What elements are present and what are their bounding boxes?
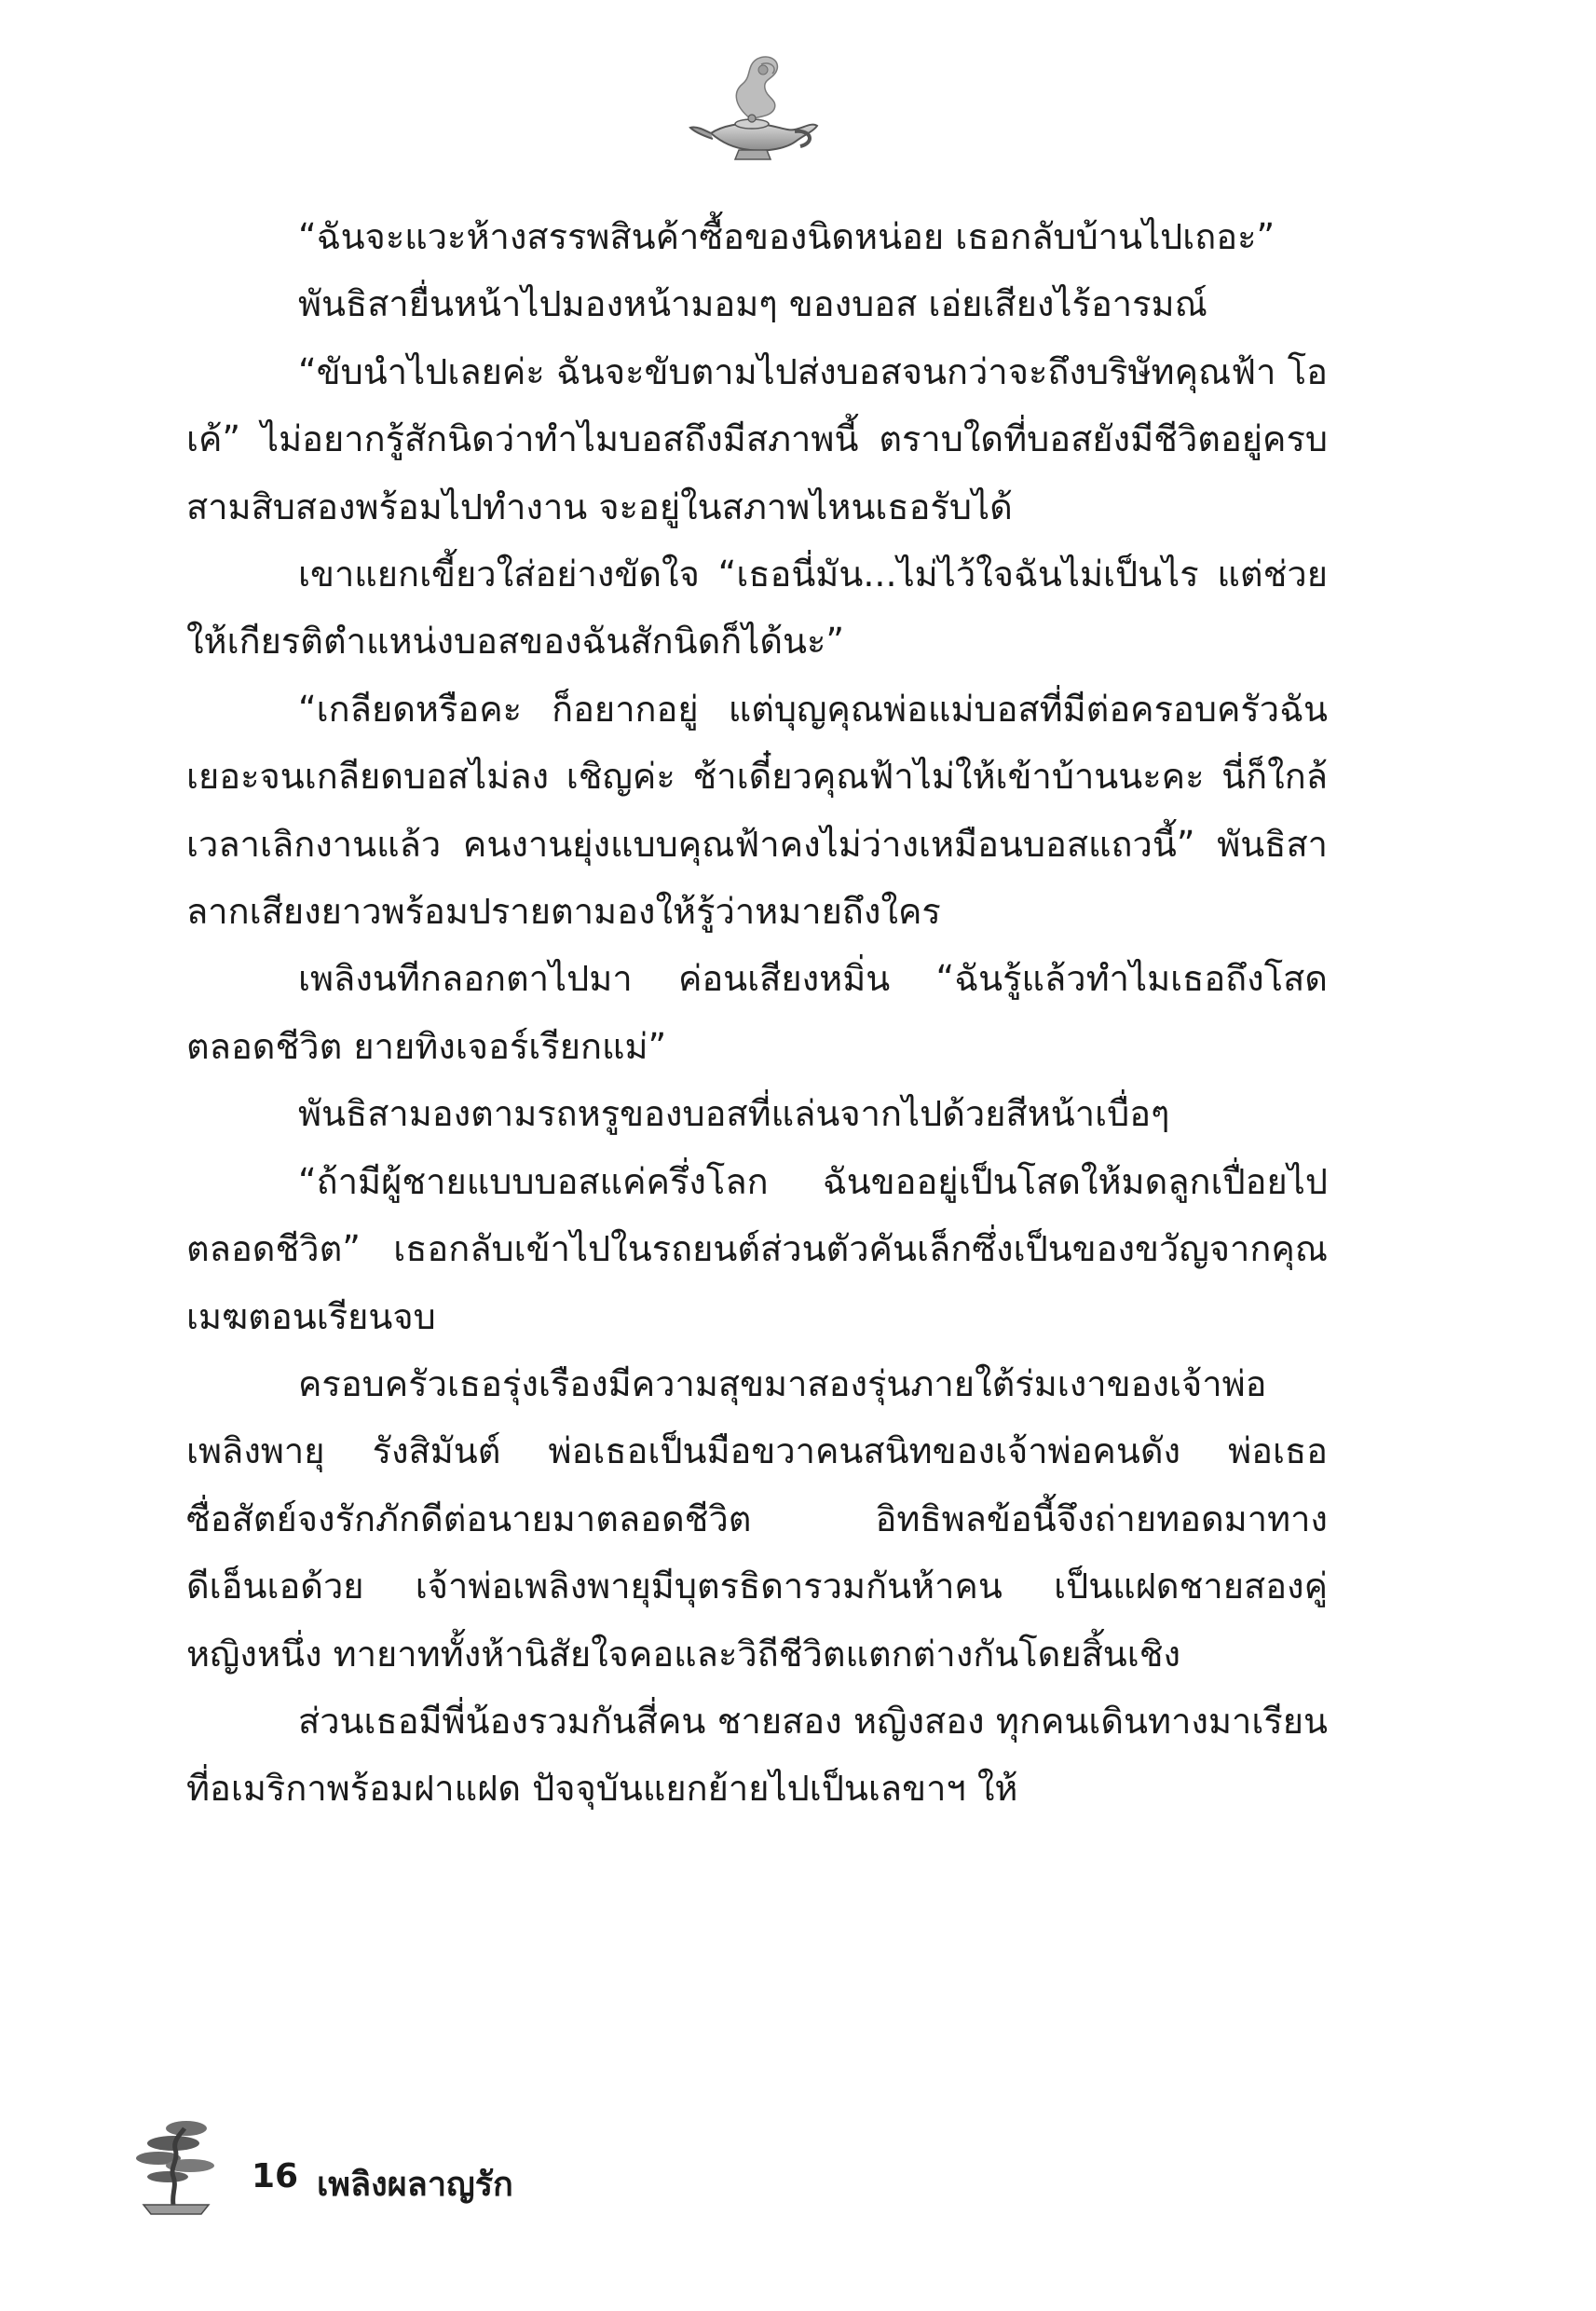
- paragraph: “ฉันจะแวะห้างสรรพสินค้าซื้อของนิดหน่อย เธอกลับบ้านไปเถอะ”: [298, 216, 1275, 257]
- bonsai-tree-icon: [130, 2115, 219, 2218]
- paragraph: พันธิสายื่นหน้าไปมองหน้ามอมๆ ของบอส เอ่ยเสียงไร้อารมณ์: [298, 283, 1207, 325]
- paragraph: “เกลียดหรือคะ ก็อยากอยู่ แต่บุญคุณพ่อแม่บอสที่มีต่อครอบครัวฉันเยอะจนเกลียดบอสไม่ลง เชิญค่ะ ช้าเดี๋ยวคุณฟ้าไม่ให้เข้าบ้านนะคะ นี่ก็ใกล้เวลาเลิกงานแล้ว คนงานยุ่งแบบคุณฟ้าคงไม่ว่างเหมือนบอสแถวนี้” พันธิสาลากเสียงยาวพร้อมปรายตามองให้รู้ว่าหมายถึงใคร: [186, 688, 1328, 933]
- page-number: 16: [252, 2157, 299, 2195]
- page-footer: [130, 2115, 783, 2218]
- paragraph: “ขับนำไปเลยค่ะ ฉันจะขับตามไปส่งบอสจนกว่าจะถึงบริษัทคุณฟ้า โอเค้” ไม่อยากรู้สักนิดว่าทำไมบอสถึงมีสภาพนี้ ตราบใดที่บอสยังมีชีวิตอยู่ครบสามสิบสองพร้อมไปทำงาน จะอยู่ในสภาพไหนเธอรับได้: [186, 350, 1328, 527]
- paragraph: “ถ้ามีผู้ชายแบบบอสแค่ครึ่งโลก ฉันขออยู่เป็นโสดให้มดลูกเปื่อยไปตลอดชีวิต” เธอกลับเข้าไปในรถยนต์ส่วนตัวคันเล็กซึ่งเป็นของขวัญจากคุณเมฆตอนเรียนจบ: [186, 1160, 1328, 1337]
- paragraph: ส่วนเธอมีพี่น้องรวมกันสี่คน ชายสอง หญิงสอง ทุกคนเดินทางมาเรียนที่อเมริกาพร้อมฝาแฝด ปัจจุบันแยกย้ายไปเป็นเลขาฯ ให้: [186, 1700, 1328, 1810]
- book-title: เพลิงผลาญรัก: [317, 2166, 513, 2204]
- paragraph: เขาแยกเขี้ยวใส่อย่างขัดใจ “เธอนี่มัน...ไม่ไว้ใจฉันไม่เป็นไร แต่ช่วยให้เกียรติตำแหน่งบอสของฉันสักนิดก็ได้นะ”: [186, 554, 1328, 663]
- genie-lamp-icon: [685, 51, 825, 163]
- paragraph: พันธิสามองตามรถหรูของบอสที่แล่นจากไปด้วยสีหน้าเบื่อๆ: [298, 1093, 1170, 1135]
- body-text: [186, 203, 1328, 1823]
- paragraph: ครอบครัวเธอรุ่งเรืองมีความสุขมาสองรุ่นภายใต้ร่มเงาของเจ้าพ่อเพลิงพายุ รังสิมันต์ พ่อเธอเป็นมือขวาคนสนิทของเจ้าพ่อคนดัง พ่อเธอซื่อสัตย์จงรักภักดีต่อนายมาตลอดชีวิต อิทธิพลข้อนี้จึงถ่ายทอดมาทางดีเอ็นเอด้วย เจ้าพ่อเพลิงพายุมีบุตรธิดารวมกันห้าคน เป็นแฝดชายสองคู่ หญิงหนึ่ง ทายาททั้งห้านิสัยใจคอและวิถีชีวิตแตกต่างกันโดยสิ้นเชิง: [186, 1362, 1328, 1675]
- paragraph: เพลิงนทีกลอกตาไปมา ค่อนเสียงหมิ่น “ฉันรู้แล้วทำไมเธอถึงโสดตลอดชีวิต ยายทิงเจอร์เรียกแม่”: [186, 958, 1328, 1067]
